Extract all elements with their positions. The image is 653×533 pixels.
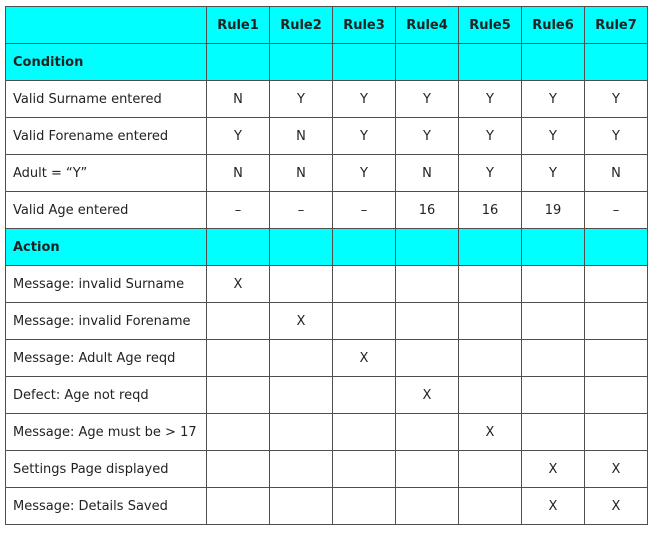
column-header-rule4: Rule4 (396, 7, 459, 44)
table-cell (333, 488, 396, 525)
row-label: Adult = “Y” (6, 155, 207, 192)
table-body (6, 44, 648, 525)
table-cell: X (396, 377, 459, 414)
table-cell (333, 266, 396, 303)
table-cell (333, 451, 396, 488)
table-cell (522, 303, 585, 340)
column-header-rule6: Rule6 (522, 7, 585, 44)
table-cell (459, 340, 522, 377)
table-cell (459, 303, 522, 340)
table-cell: Y (270, 81, 333, 118)
table-cell: Y (585, 81, 648, 118)
table-row (6, 488, 648, 525)
table-cell: Y (396, 118, 459, 155)
table-cell: Y (459, 81, 522, 118)
table-cell: N (207, 155, 270, 192)
table-cell (207, 377, 270, 414)
table-cell: Y (459, 118, 522, 155)
table-cell: Y (207, 118, 270, 155)
section-fill-cell (396, 229, 459, 266)
table-cell: Y (585, 118, 648, 155)
table-cell (459, 266, 522, 303)
table-cell (459, 488, 522, 525)
table-cell (333, 377, 396, 414)
table-cell: N (396, 155, 459, 192)
row-label: Message: Adult Age reqd (6, 340, 207, 377)
table-cell: X (207, 266, 270, 303)
section-fill-cell (207, 44, 270, 81)
row-label: Message: invalid Forename (6, 303, 207, 340)
section-title: Condition (6, 44, 207, 81)
table-cell: – (585, 192, 648, 229)
table-cell (396, 488, 459, 525)
table-cell: X (522, 488, 585, 525)
table-cell (270, 377, 333, 414)
column-header-rule7: Rule7 (585, 7, 648, 44)
section-title: Action (6, 229, 207, 266)
table-cell (207, 414, 270, 451)
action-section-header-row (6, 229, 648, 266)
table-cell (459, 451, 522, 488)
table-cell (585, 340, 648, 377)
table-cell (459, 377, 522, 414)
section-fill-cell (585, 44, 648, 81)
section-fill-cell (459, 44, 522, 81)
table-cell (522, 377, 585, 414)
header-row (6, 7, 648, 44)
column-header-rule5: Rule5 (459, 7, 522, 44)
table-cell: X (270, 303, 333, 340)
section-fill-cell (459, 229, 522, 266)
table-row (6, 266, 648, 303)
section-fill-cell (333, 44, 396, 81)
table-cell (333, 303, 396, 340)
table-cell (396, 303, 459, 340)
table-row (6, 81, 648, 118)
row-label: Valid Forename entered (6, 118, 207, 155)
section-fill-cell (522, 229, 585, 266)
table-cell (396, 266, 459, 303)
table-cell: Y (396, 81, 459, 118)
table-cell: X (522, 451, 585, 488)
table-row (6, 451, 648, 488)
table-cell: X (333, 340, 396, 377)
section-fill-cell (333, 229, 396, 266)
row-label: Message: Details Saved (6, 488, 207, 525)
table-cell: N (270, 155, 333, 192)
table-cell (207, 488, 270, 525)
table-cell: X (585, 451, 648, 488)
table-cell: Y (459, 155, 522, 192)
table-cell: – (333, 192, 396, 229)
table-row (6, 340, 648, 377)
table-cell (207, 451, 270, 488)
section-fill-cell (270, 229, 333, 266)
table-cell (333, 414, 396, 451)
condition-section-header-row (6, 44, 648, 81)
table-cell (270, 266, 333, 303)
row-label: Message: invalid Surname (6, 266, 207, 303)
table-cell (270, 340, 333, 377)
row-label: Message: Age must be > 17 (6, 414, 207, 451)
table-cell: N (207, 81, 270, 118)
table-cell: Y (333, 81, 396, 118)
row-label: Valid Surname entered (6, 81, 207, 118)
row-label: Valid Age entered (6, 192, 207, 229)
table-row (6, 192, 648, 229)
table-cell (522, 340, 585, 377)
table-cell (585, 414, 648, 451)
table-cell (207, 303, 270, 340)
table-cell (522, 266, 585, 303)
column-header-rule1: Rule1 (207, 7, 270, 44)
table-row (6, 155, 648, 192)
table-cell: N (270, 118, 333, 155)
table-cell: 19 (522, 192, 585, 229)
table-cell (396, 451, 459, 488)
table-cell (585, 377, 648, 414)
table-cell: X (585, 488, 648, 525)
table-cell (396, 414, 459, 451)
table-row (6, 377, 648, 414)
table-cell (207, 340, 270, 377)
table-cell: – (207, 192, 270, 229)
table-row (6, 118, 648, 155)
table-cell (270, 451, 333, 488)
table-cell: N (585, 155, 648, 192)
section-fill-cell (585, 229, 648, 266)
decision-table (5, 6, 648, 525)
row-label: Settings Page displayed (6, 451, 207, 488)
table-cell: Y (522, 118, 585, 155)
section-fill-cell (270, 44, 333, 81)
table-cell (270, 414, 333, 451)
table-cell (396, 340, 459, 377)
table-cell: 16 (459, 192, 522, 229)
table-row (6, 303, 648, 340)
table-cell: Y (333, 155, 396, 192)
table-cell: X (459, 414, 522, 451)
table-cell: 16 (396, 192, 459, 229)
section-fill-cell (522, 44, 585, 81)
table-cell: Y (522, 81, 585, 118)
table-cell: – (270, 192, 333, 229)
table-cell (270, 488, 333, 525)
table-cell (585, 303, 648, 340)
section-fill-cell (396, 44, 459, 81)
row-label: Defect: Age not reqd (6, 377, 207, 414)
column-header-rule3: Rule3 (333, 7, 396, 44)
table-cell: Y (333, 118, 396, 155)
table-cell: Y (522, 155, 585, 192)
column-header-rule2: Rule2 (270, 7, 333, 44)
table-cell (585, 266, 648, 303)
table-row (6, 414, 648, 451)
section-fill-cell (207, 229, 270, 266)
header-corner-cell (6, 7, 207, 44)
table-cell (522, 414, 585, 451)
